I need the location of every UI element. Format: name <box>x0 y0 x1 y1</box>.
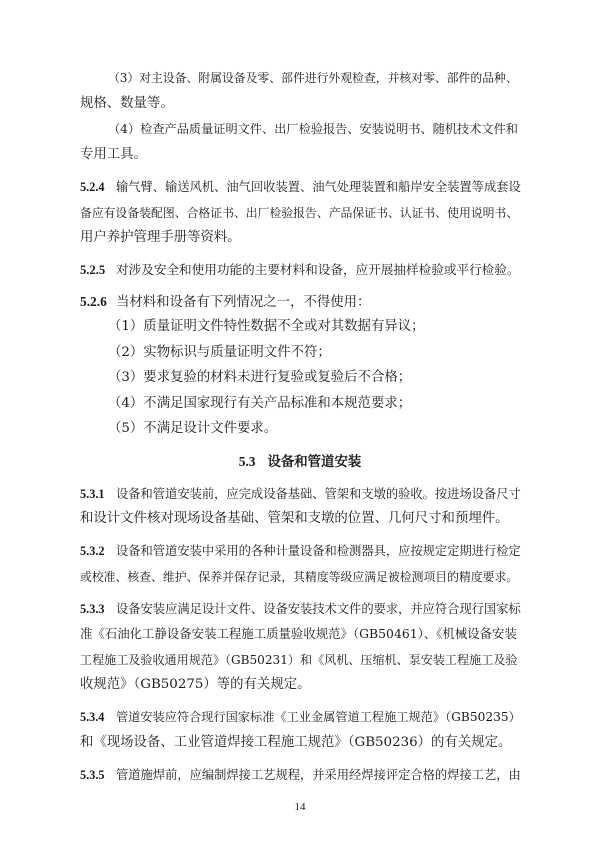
clause-text: 设备和管道安装中采用的各种计量设备和检测器具，应按规定定期进行检定 <box>116 544 521 558</box>
clause-5-3-5-line-1 <box>80 766 520 784</box>
clause-5-2-5-line-1 <box>80 261 520 279</box>
clause-text: 设备安装应满足设计文件、设备安装技术文件的要求，并应符合现行国家标 <box>116 602 521 616</box>
clause-5-3-2-line-1 <box>80 542 520 560</box>
clause-number: 5.2.6 <box>80 294 107 309</box>
clause-number: 5.2.4 <box>80 180 105 194</box>
clause-5-2-6-item-4: （4）不满足国家现行有关产品标准和本规范要求； <box>108 396 412 411</box>
section-title: 设备和管道安装 <box>267 454 362 470</box>
item-3-line-2: 规格、数量等。 <box>80 96 174 111</box>
clause-5-2-6-item-1: （1）质量证明文件特性数据不全或对其数据有异议； <box>108 319 425 334</box>
item-3-line-1: （3）对主设备、附属设备及零、部件进行外观检查，并核对零、部件的品种、 <box>108 71 518 85</box>
clause-5-2-6-item-5: （5）不满足设计文件要求。 <box>108 421 278 436</box>
section-number: 5.3 <box>238 454 256 469</box>
clause-text: 对涉及安全和使用功能的主要材料和设备，应开展抽样检验或平行检验。 <box>116 262 520 277</box>
clause-number: 5.3.4 <box>80 710 105 724</box>
clause-5-3-4-line-1 <box>80 708 520 726</box>
clause-5-2-4-line-1 <box>80 178 520 196</box>
clause-5-3-1-line-2: 和设计文件核对现场设备基础、管架和支墩的位置、几何尺寸和预埋件。 <box>80 511 509 526</box>
page-number: 14 <box>294 801 306 813</box>
section-heading <box>0 453 600 471</box>
clause-number: 5.3.5 <box>80 768 105 782</box>
clause-text: 当材料和设备有下列情况之一，不得使用： <box>116 295 371 310</box>
clause-5-3-3-line-1 <box>80 600 520 618</box>
clause-5-3-1-line-1 <box>80 485 520 503</box>
clause-text: 管道安装应符合现行国家标准《工业金属管道工程施工规范》（GB50235） <box>116 710 521 724</box>
clause-number: 5.3.3 <box>80 602 105 616</box>
clause-number: 5.2.5 <box>80 263 106 277</box>
clause-5-3-4-line-2: 和《现场设备、工业管道焊接工程施工规范》（GB50236）的有关规定。 <box>80 735 512 750</box>
clause-5-2-4-line-2: 备应有设备装配图、合格证书、出厂检验报告、产品保证书、认证书、使用说明书、 <box>80 206 519 220</box>
clause-5-3-3-line-4: 收规范》（GB50275）等的有关规定。 <box>80 677 311 692</box>
clause-5-3-2-line-2: 或校准、核查、维护、保养并保存记录，其精度等级应满足被检测项目的精度要求。 <box>80 570 519 584</box>
clause-number: 5.3.1 <box>80 487 105 501</box>
clause-5-2-6-line-1 <box>80 293 520 312</box>
clause-5-3-3-line-3: 工程施工及验收通用规范》（GB50231）和《风机、压缩机、泵安装工程施工及验 <box>80 653 518 667</box>
clause-5-2-6-item-3: （3）要求复验的材料未进行复验或复验后不合格； <box>108 370 412 385</box>
clause-5-3-3-line-2: 准《石油化工静设备安装工程施工质量验收规范》（GB50461）、《机械设备安装 <box>80 626 517 641</box>
clause-text: 设备和管道安装前，应完成设备基础、管架和支墩的验收。按进场设备尺寸 <box>116 487 521 501</box>
clause-5-2-6-item-2: （2）实物标识与质量证明文件不符； <box>108 345 331 360</box>
clause-text: 输气臂、输送风机、油气回收装置、油气处理装置和船岸安全装置等成套设 <box>116 180 521 194</box>
clause-number: 5.3.2 <box>80 544 105 558</box>
item-4-line-2: 专用工具。 <box>80 147 147 162</box>
clause-5-2-4-line-3: 用户养护管理手册等资料。 <box>80 230 241 245</box>
clause-text: 管道施焊前，应编制焊接工艺规程，并采用经焊接评定合格的焊接工艺，由 <box>116 768 521 782</box>
item-4-line-1: （4）检查产品质量证明文件、出厂检验报告、安装说明书、随机技术文件和 <box>108 122 518 136</box>
